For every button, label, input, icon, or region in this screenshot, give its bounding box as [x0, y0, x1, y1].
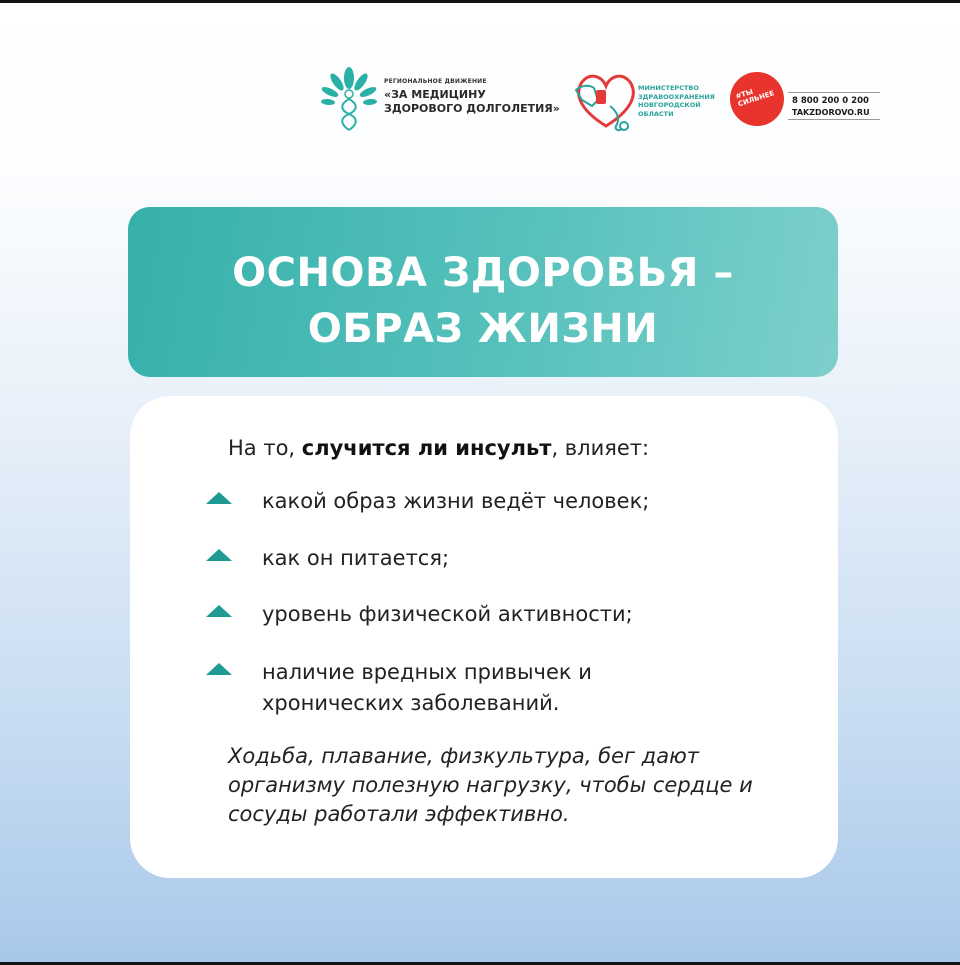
campaign-website: TAKZDOROVO.RU	[792, 108, 870, 117]
title-banner	[128, 207, 838, 377]
movement-name-line1: «ЗА МЕДИЦИНУ	[384, 88, 486, 101]
list-item-text: уровень физической активности;	[262, 602, 633, 626]
ministry-logo	[570, 66, 720, 138]
movement-name	[384, 88, 560, 116]
intro-bold: случится ли инсульт	[301, 436, 552, 460]
lotus-figure-icon	[318, 64, 380, 138]
ministry-line1: МИНИСТЕРСТВО	[638, 84, 699, 92]
triangle-bullet-icon	[206, 549, 232, 561]
movement-small-text: РЕГИОНАЛЬНОЕ ДВИЖЕНИЕ	[384, 78, 487, 85]
intro-suffix: , влияет:	[551, 436, 650, 460]
intro-prefix: На то,	[228, 436, 302, 460]
triangle-bullet-icon	[206, 605, 232, 617]
campaign-badge-text: #ТЫ СИЛЬНЕЕ	[734, 87, 776, 109]
title-line2: ОБРАЗ ЖИЗНИ	[307, 306, 659, 352]
top-border	[0, 0, 960, 3]
content-card	[130, 396, 838, 878]
divider	[788, 92, 880, 93]
divider	[788, 119, 880, 120]
list-item-text: как он питается;	[262, 546, 450, 570]
ministry-line4: ОБЛАСТИ	[638, 109, 674, 118]
page-title	[128, 245, 838, 357]
ministry-line2: ЗДРАВООХРАНЕНИЯ	[638, 92, 715, 101]
ministry-line3: НОВГОРОДСКОЙ	[638, 101, 701, 109]
list-item-text: наличие вредных привычек и хронических заболеваний.	[262, 660, 592, 715]
activity-note: Ходьба, плавание, физкультура, бег дают организму полезную нагрузку, чтобы сердце и сосуды работали эффективно.	[228, 744, 753, 826]
heart-stethoscope-icon	[570, 66, 642, 138]
ministry-name	[638, 84, 718, 118]
hotline-phone: 8 800 200 0 200	[792, 96, 869, 106]
movement-logo	[318, 64, 568, 138]
campaign-logo	[726, 70, 886, 130]
triangle-bullet-icon	[206, 492, 232, 504]
title-line1: ОСНОВА ЗДОРОВЬЯ –	[232, 250, 734, 296]
movement-name-line2: ЗДОРОВОГО ДОЛГОЛЕТИЯ»	[384, 102, 560, 115]
triangle-bullet-icon	[206, 663, 232, 675]
intro-text	[228, 436, 649, 460]
list-item-text: какой образ жизни ведёт человек;	[262, 489, 650, 513]
